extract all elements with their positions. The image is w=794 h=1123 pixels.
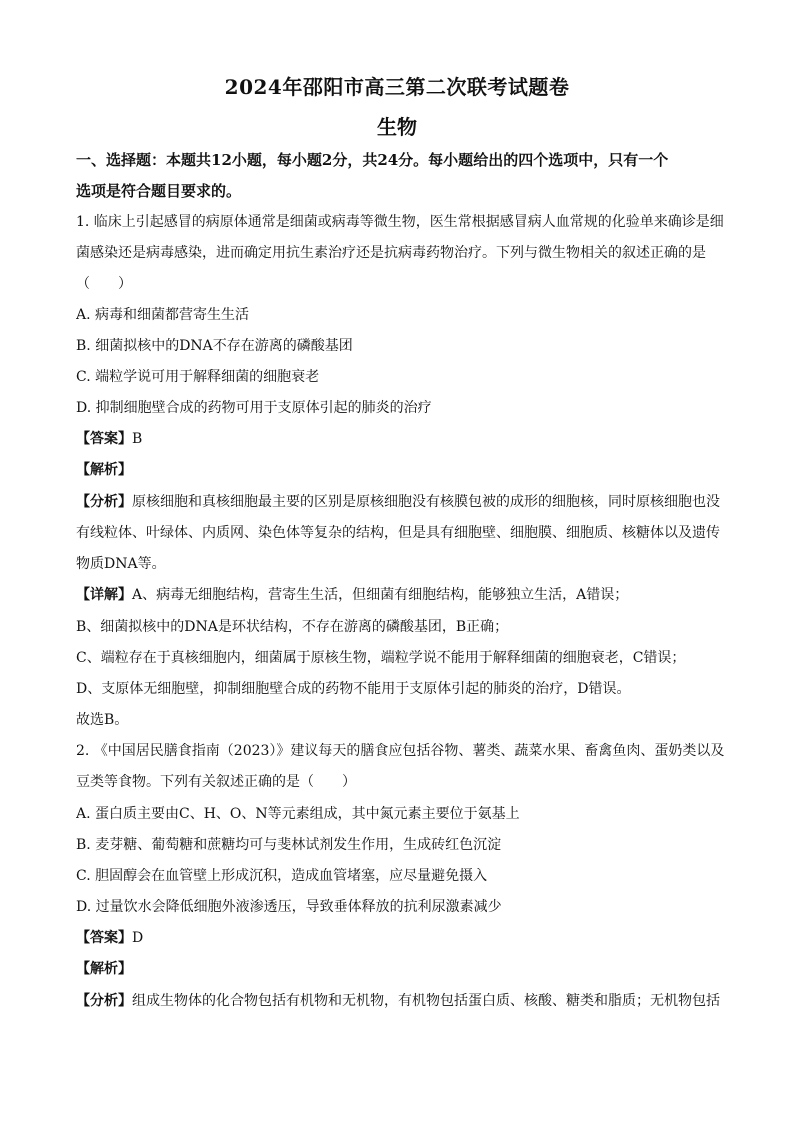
q1-answer — [76, 430, 726, 448]
q1-option-d: D. 抑制细胞壁合成的药物可用于支原体引起的肺炎的治疗 — [76, 400, 432, 416]
fenxi-text: 原核细胞和真核细胞最主要的区别是原核细胞没有核膜包被的成形的细胞核，同时原核细胞也没 — [132, 494, 720, 510]
answer-label: 【答案】 — [76, 431, 132, 447]
q2-analysis-label: 【解析】 — [76, 961, 132, 977]
page-title: 2024年邵阳市高三第二次联考试题卷 — [224, 75, 570, 99]
q2-fenxi-line-1 — [76, 992, 726, 1010]
answer-value: D — [132, 930, 144, 946]
q1-detail-line-2: B、细菌拟核中的DNA是环状结构，不存在游离的磷酸基团，B正确； — [76, 619, 509, 635]
section-heading-line-2: 选项是符合题目要求的。 — [76, 182, 242, 200]
q1-option-c: C. 端粒学说可用于解释细菌的细胞衰老 — [76, 369, 320, 385]
fenxi-text: 组成生物体的化合物包括有机物和无机物，有机物包括蛋白质、核酸、糖类和脂质；无机物包括 — [132, 993, 720, 1009]
detail-text: A、病毒无细胞结构，营寄生生活，但细菌有细胞结构，能够独立生活，A错误； — [132, 587, 629, 603]
q1-fenxi-line-1 — [76, 493, 726, 511]
q2-option-c: C. 胆固醇会在血管壁上形成沉积，造成血管堵塞，应尽量避免摄入 — [76, 868, 488, 884]
q1-detail-line-1 — [76, 586, 726, 604]
fenxi-label: 【分析】 — [76, 494, 132, 510]
fenxi-label: 【分析】 — [76, 993, 132, 1009]
q2-option-d: D. 过量饮水会降低细胞外液渗透压，导致垂体释放的抗利尿激素减少 — [76, 899, 502, 915]
answer-value: B — [132, 431, 143, 447]
q1-stem-line-2: 菌感染还是病毒感染，进而确定用抗生素治疗还是抗病毒药物治疗。下列与微生物相关的叙述正确的是 — [76, 245, 706, 261]
q1-option-b: B. 细菌拟核中的DNA不存在游离的磷酸基团 — [76, 338, 353, 354]
q1-fenxi-line-2: 有线粒体、叶绿体、内质网、染色体等复杂的结构，但是具有细胞壁、细胞膜、细胞质、核糖体以及遗传 — [76, 525, 720, 541]
q2-answer — [76, 929, 726, 947]
q2-option-a: A. 蛋白质主要由C、H、O、N等元素组成，其中氮元素主要位于氨基上 — [76, 806, 520, 822]
q1-stem-line-1: 1. 临床上引起感冒的病原体通常是细菌或病毒等微生物，医生常根据感冒病人血常规的化验单来确诊是细 — [76, 214, 724, 230]
q2-stem-line-2: 豆类等食物。下列有关叙述正确的是（ ） — [76, 774, 356, 790]
answer-label: 【答案】 — [76, 930, 132, 946]
q1-option-a: A. 病毒和细菌都营寄生生活 — [76, 307, 250, 323]
q1-analysis-label: 【解析】 — [76, 462, 132, 478]
q1-stem-line-3: （ ） — [76, 276, 132, 292]
q2-option-b: B. 麦芽糖、葡萄糖和蔗糖均可与斐林试剂发生作用，生成砖红色沉淀 — [76, 837, 502, 853]
section-heading-line-1: 一、选择题：本题共12小题，每小题2分，共24分。每小题给出的四个选项中，只有一个 — [76, 151, 669, 169]
q1-detail-line-3: C、端粒存在于真核细胞内，细菌属于原核生物，端粒学说不能用于解释细菌的细胞衰老，C错误； — [76, 650, 686, 666]
q1-fenxi-line-3: 物质DNA等。 — [76, 556, 166, 572]
xiangjie-label: 【详解】 — [76, 587, 132, 603]
q1-conclusion: 故选B。 — [76, 712, 129, 728]
subject-title: 生物 — [377, 115, 417, 139]
q1-detail-line-4: D、支原体无细胞壁，抑制细胞壁合成的药物不能用于支原体引起的肺炎的治疗，D错误。 — [76, 681, 631, 697]
q2-stem-line-1: 2. 《中国居民膳食指南（2023）》建议每天的膳食应包括谷物、薯类、蔬菜水果、畜禽鱼肉、蛋奶类以及 — [76, 743, 725, 759]
